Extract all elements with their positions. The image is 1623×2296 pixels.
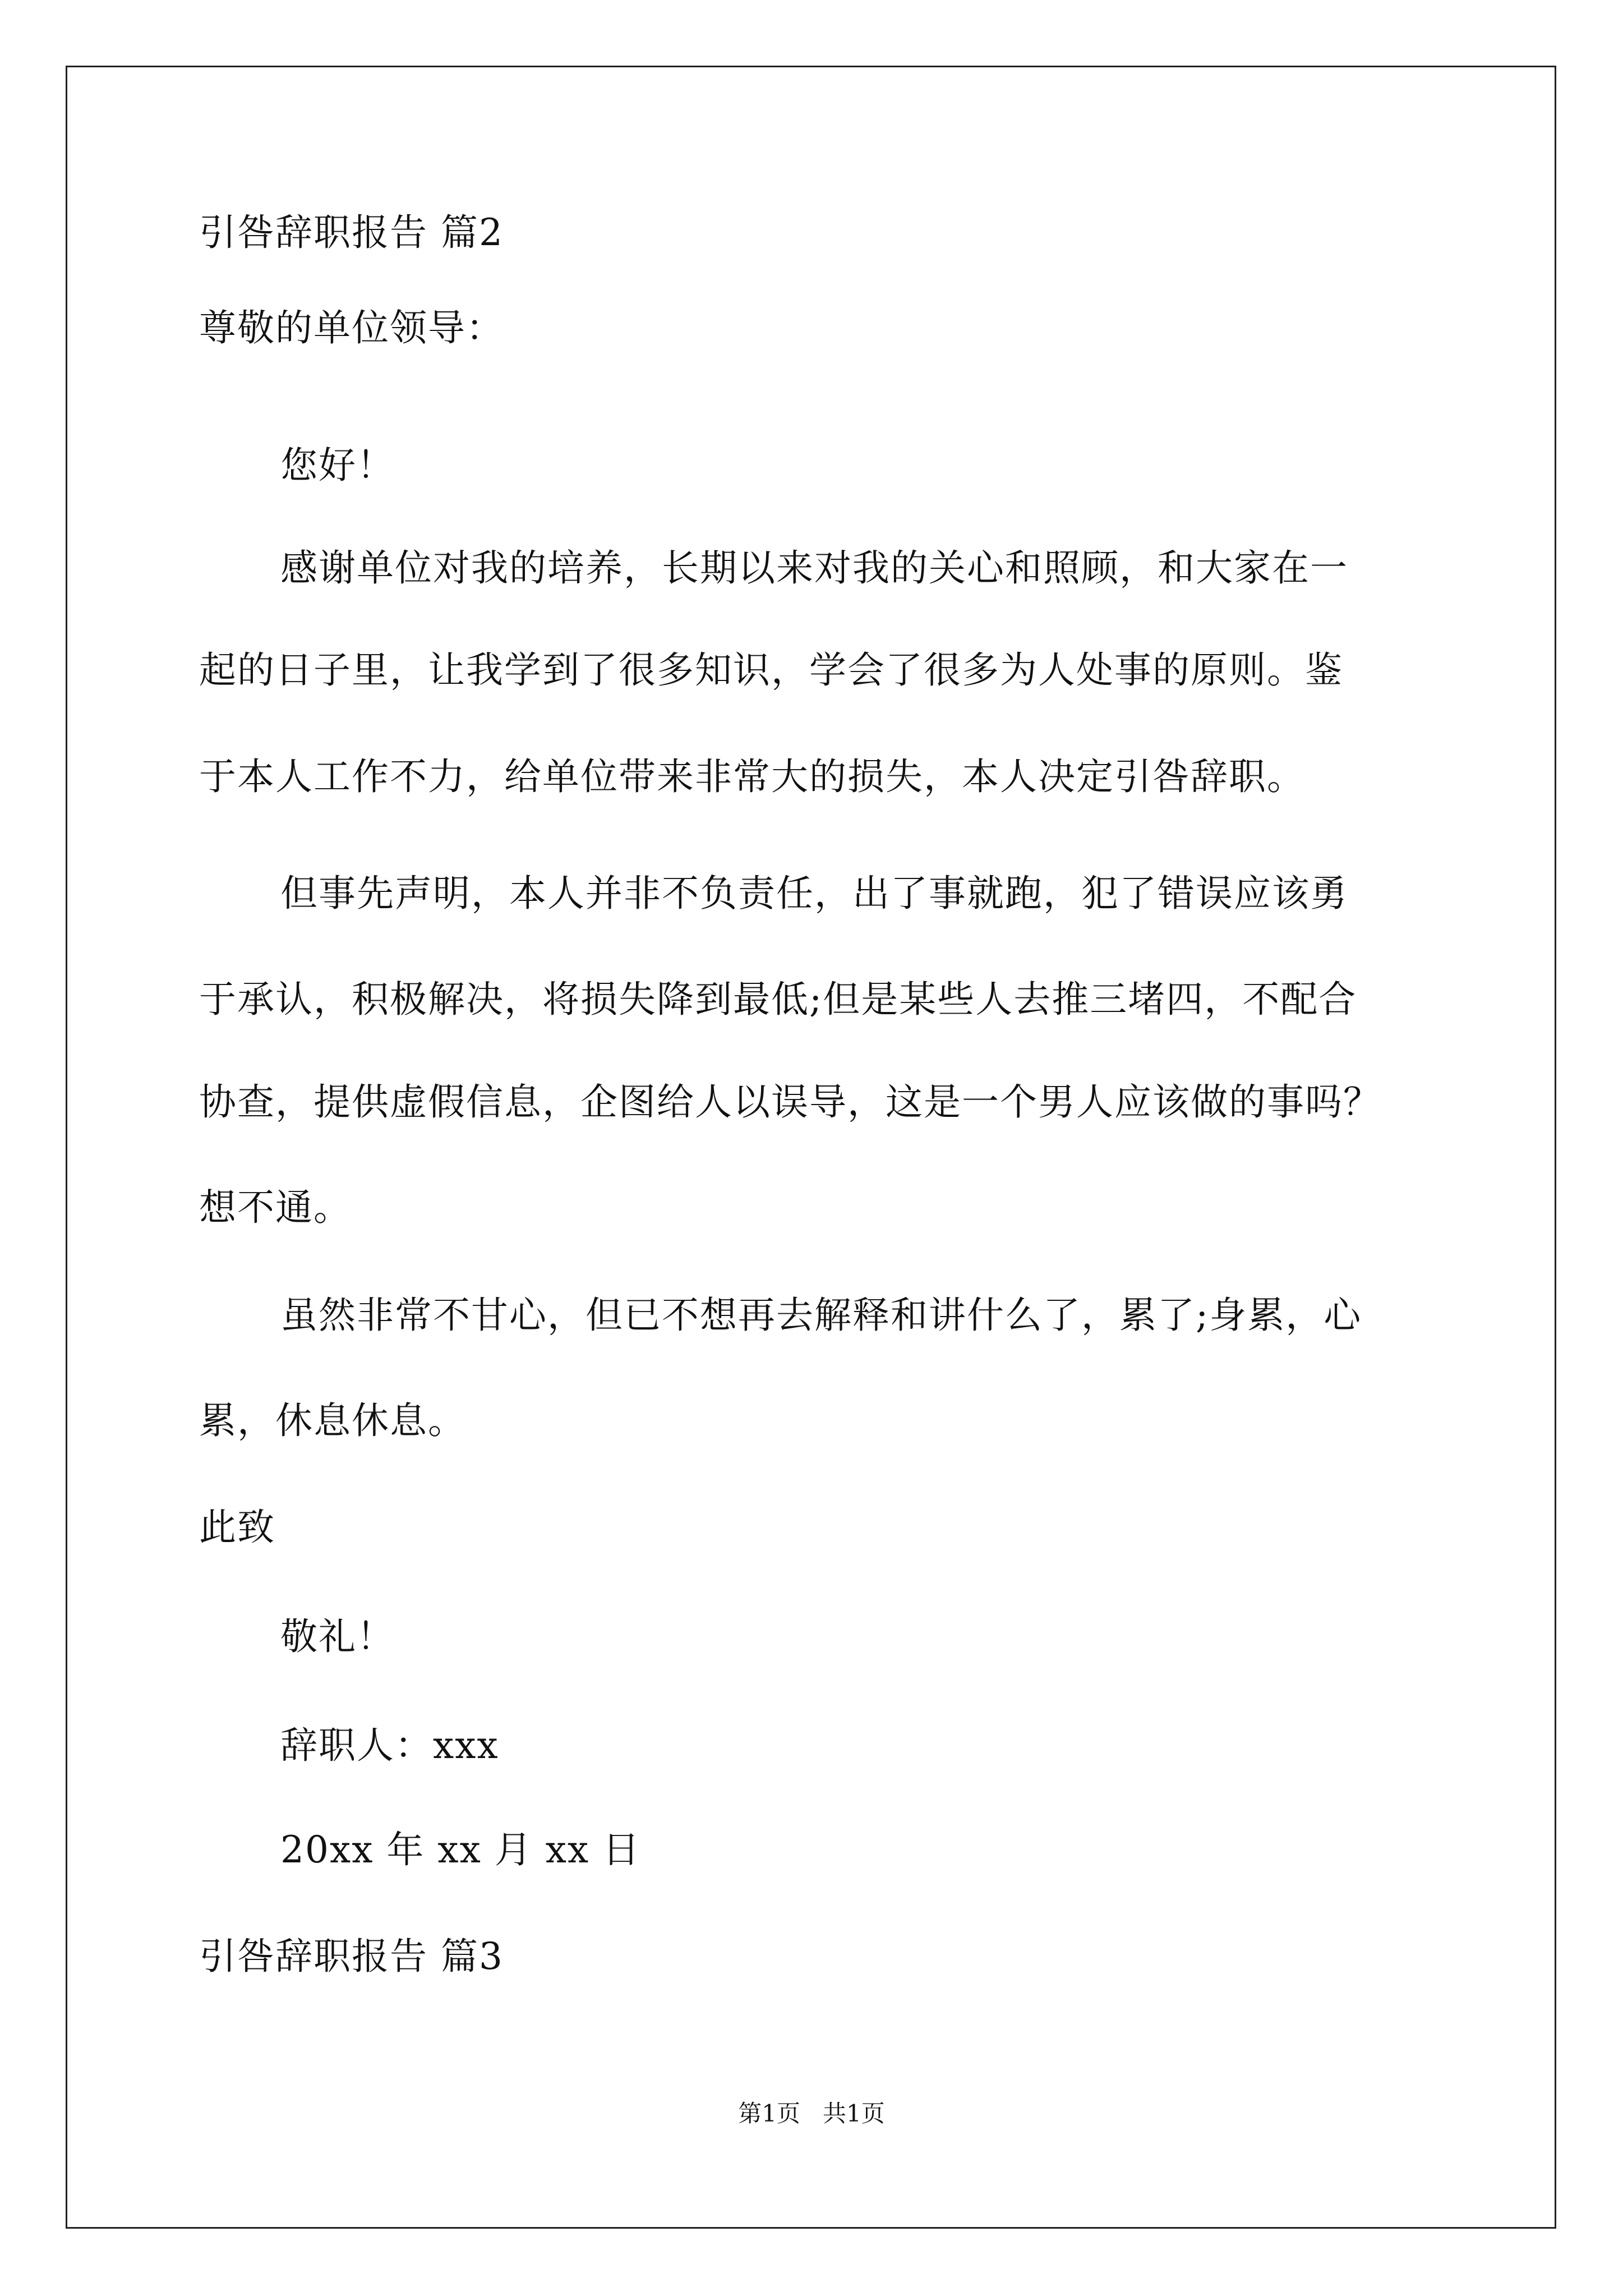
paragraph-2-line-3: 协查，提供虚假信息，企图给人以误导，这是一个男人应该做的事吗？ xyxy=(199,1080,1381,1124)
paragraph-1-line-1: 感谢单位对我的培养，长期以来对我的关心和照顾，和大家在一 xyxy=(280,546,1348,590)
greeting: 您好！ xyxy=(280,444,395,487)
page-border xyxy=(66,66,1556,2229)
paragraph-2-line-2: 于承认，积极解决，将损失降到最低;但是某些人去推三堵四，不配合 xyxy=(199,978,1357,1021)
section-title-2: 引咎辞职报告 篇2 xyxy=(199,211,504,254)
section-title-3: 引咎辞职报告 篇3 xyxy=(199,1935,504,1978)
closing-regards: 敬礼！ xyxy=(280,1615,395,1658)
paragraph-2-line-4: 想不通。 xyxy=(199,1186,352,1229)
signature-line: 辞职人：xxx xyxy=(280,1724,499,1767)
paragraph-3-line-1: 虽然非常不甘心，但已不想再去解释和讲什么了，累了;身累，心 xyxy=(280,1294,1362,1337)
page-footer: 第1页 共1页 xyxy=(738,2100,885,2127)
paragraph-3-line-2: 累，休息休息。 xyxy=(199,1399,466,1442)
paragraph-2-line-1: 但事先声明，本人并非不负责任，出了事就跑，犯了错误应该勇 xyxy=(280,872,1348,915)
paragraph-1-line-2: 起的日子里，让我学到了很多知识，学会了很多为人处事的原则。鉴 xyxy=(199,648,1343,692)
date-line: 20xx 年 xx 月 xx 日 xyxy=(280,1828,641,1871)
closing-phrase: 此致 xyxy=(199,1506,275,1549)
salutation: 尊敬的单位领导： xyxy=(199,306,504,349)
paragraph-1-line-3: 于本人工作不力，给单位带来非常大的损失，本人决定引咎辞职。 xyxy=(199,755,1305,798)
